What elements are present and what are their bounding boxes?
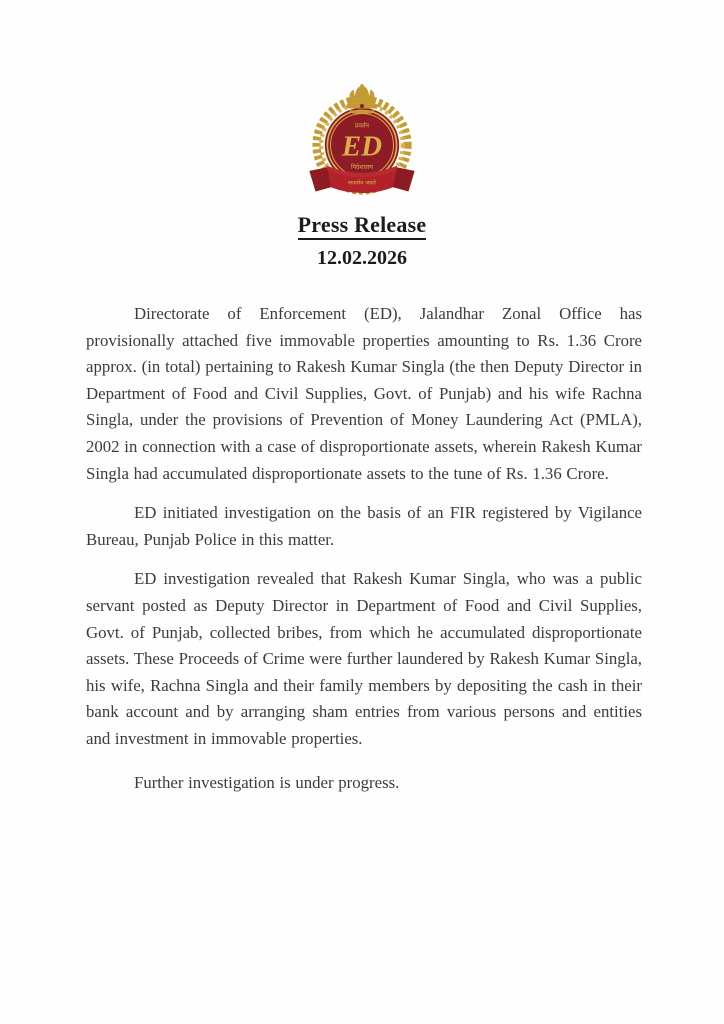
press-release-title	[0, 212, 724, 238]
logo-hindi-bottom: निदेशालय	[351, 163, 373, 171]
press-release-date: 12.02.2026	[317, 247, 407, 269]
logo-hindi-top: प्रवर्तन	[355, 122, 369, 130]
paragraph-fir-basis: ED initiated investigation on the basis of an FIR registered by Vigilance Bureau, Punjab Police in this matter.	[86, 503, 642, 549]
press-release-body	[0, 301, 724, 796]
ed-emblem-icon	[299, 82, 425, 206]
ed-logo	[0, 0, 724, 206]
logo-monogram: ED	[341, 130, 383, 163]
paragraph-further-investigation: Further investigation is under progress.	[134, 772, 400, 792]
paragraph-investigation-findings: ED investigation revealed that Rakesh Kumar Singla, who was a public servant posted as Deputy Director in Department of Food and Civil Supplies, Govt. of Punjab, collected bribes, from which he accumulated disproportionate assets. These Proceeds of Crime were further laundered by Rakesh Kumar Singla, his wife, Rachna Singla and their family members by depositing the cash in their bank account and by arranging sham entries from various persons and entities and investment in immovable properties.	[86, 569, 642, 748]
press-release-title-text: Press Release	[298, 212, 427, 240]
ribbon-text: सत्यमेव जयते	[348, 180, 376, 187]
paragraph-attachment-details: Directorate of Enforcement (ED), Jalandhar Zonal Office has provisionally attached five immovable properties amounting to Rs. 1.36 Crore approx. (in total) pertaining to Rakesh Kumar Singla (the then Deputy Director in Department of Food and Civil Supplies, Govt. of Punjab) and his wife Rachna Singla, under the provisions of Prevention of Money Laundering Act (PMLA), 2002 in connection with a case of disproportionate assets, wherein Rakesh Kumar Singla had accumulated disproportionate assets to the tune of Rs. 1.36 Crore.	[86, 304, 642, 483]
